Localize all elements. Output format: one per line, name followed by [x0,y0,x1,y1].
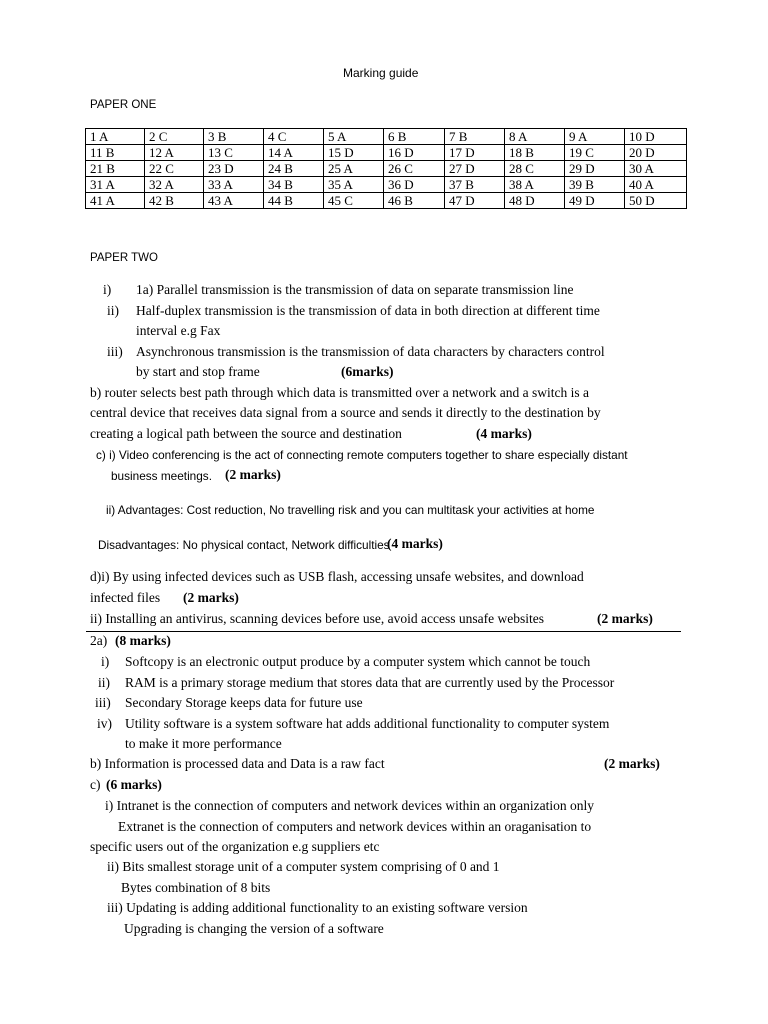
q2c-i-line-1: i) Intranet is the connection of computers and network devices within an organization only [105,798,594,813]
answer-cell: 25 A [324,161,384,177]
q1c-disadvantages-marks: (4 marks) [387,536,443,551]
answer-cell: 40 A [625,177,687,193]
q2a-iv-continued: to make it more performance [125,736,282,751]
q1d-ii-marks: (2 marks) [597,611,653,626]
q1c-i-line-2: business meetings. [111,469,212,483]
answer-cell: 10 D [625,129,687,145]
answer-row [86,161,687,177]
q2a-ii-text: RAM is a primary storage medium that stores data that are currently used by the Processor [125,675,615,690]
answer-cell: 35 A [324,177,384,193]
answer-row [86,177,687,193]
answer-cell: 31 A [86,177,145,193]
answer-cell: 42 B [145,193,204,209]
answer-cell: 3 B [204,129,264,145]
paper-one-heading: PAPER ONE [90,99,157,111]
q1d-i-marks: (2 marks) [183,590,239,605]
answer-cell: 26 C [384,161,445,177]
q1c-i-marks: (2 marks) [225,467,281,482]
q2b-text: b) Information is processed data and Data is a raw fact [90,756,385,771]
answer-cell: 12 A [145,145,204,161]
q2c-label: c) [90,777,101,792]
q1a-ii-number: ii) [107,303,119,318]
q2a-label: 2a) [90,633,108,648]
answer-cell: 39 B [565,177,625,193]
answer-cell: 17 D [445,145,505,161]
answer-cell: 29 D [565,161,625,177]
q1c-disadvantages: Disadvantages: No physical contact, Network difficulties [98,538,390,552]
answer-cell: 7 B [445,129,505,145]
q1d-ii-line: ii) Installing an antivirus, scanning devices before use, avoid access unsafe websites [90,611,544,626]
answer-cell: 21 B [86,161,145,177]
q1a-iii-continued: by start and stop frame [136,364,260,379]
q1a-ii-text: Half-duplex transmission is the transmission of data in both direction at different time [136,303,600,318]
answer-cell: 22 C [145,161,204,177]
answer-cell: 43 A [204,193,264,209]
answer-cell: 41 A [86,193,145,209]
answer-cell: 23 D [204,161,264,177]
answer-row [86,193,687,209]
q2a-iii-text: Secondary Storage keeps data for future use [125,695,363,710]
answer-cell: 37 B [445,177,505,193]
q1b-line-1: b) router selects best path through which data is transmitted over a network and a switch is a [90,385,589,400]
q1d-i-line-2: infected files [90,590,161,605]
answer-cell: 50 D [625,193,687,209]
answer-cell: 32 A [145,177,204,193]
q2c-i-line-2: Extranet is the connection of computers and network devices within an oraganisation to [118,819,592,834]
answer-cell: 49 D [565,193,625,209]
q1a-iii-text: Asynchronous transmission is the transmission of data characters by characters control [136,344,605,359]
q2a-marks: (8 marks) [115,633,171,648]
answer-cell: 9 A [565,129,625,145]
q1c-ii-advantages: ii) Advantages: Cost reduction, No travelling risk and you can multitask your activities at home [106,503,595,517]
answer-cell: 15 D [324,145,384,161]
answer-cell: 1 A [86,129,145,145]
answer-cell: 20 D [625,145,687,161]
q2a-i-text: Softcopy is an electronic output produce by a computer system which cannot be touch [125,654,591,669]
q2c-marks: (6 marks) [106,777,162,792]
answer-cell: 2 C [145,129,204,145]
q2a-iv-text: Utility software is a system software hat adds additional functionality to computer system [125,716,610,731]
answer-cell: 33 A [204,177,264,193]
answer-cell: 8 A [505,129,565,145]
answer-cell: 14 A [264,145,324,161]
answer-key-table [85,128,687,209]
answer-cell: 34 B [264,177,324,193]
q2c-i-line-3: specific users out of the organization e.g suppliers etc [90,839,380,854]
q2a-iv-number: iv) [97,716,112,731]
q2c-ii-line-1: ii) Bits smallest storage unit of a computer system comprising of 0 and 1 [107,859,500,874]
q1a-marks: (6marks) [341,364,394,379]
q1b-line-3: creating a logical path between the source and destination [90,426,402,441]
q1a-iii-number: iii) [107,344,123,359]
answer-cell: 4 C [264,129,324,145]
q1a-i-number: i) [103,282,112,297]
answer-cell: 36 D [384,177,445,193]
answer-cell: 11 B [86,145,145,161]
answer-cell: 19 C [565,145,625,161]
answer-cell: 6 B [384,129,445,145]
q2c-iii-line-1: iii) Updating is adding additional functionality to an existing software version [107,900,528,915]
q2a-i-number: i) [101,654,110,669]
page-title: Marking guide [343,66,419,80]
answer-cell: 30 A [625,161,687,177]
answer-cell: 46 B [384,193,445,209]
answer-cell: 24 B [264,161,324,177]
answer-cell: 28 C [505,161,565,177]
q2a-ii-number: ii) [98,675,110,690]
section-divider [86,631,681,632]
q1b-line-2: central device that receives data signal from a source and sends it directly to the destination by [90,405,601,420]
answer-cell: 18 B [505,145,565,161]
q1c-i-line-1: c) i) Video conferencing is the act of connecting remote computers together to share especially distant [96,448,628,462]
q1d-i-line-1: d)i) By using infected devices such as USB flash, accessing unsafe websites, and download [90,569,584,584]
answer-cell: 44 B [264,193,324,209]
answer-cell: 47 D [445,193,505,209]
q2b-marks: (2 marks) [604,756,660,771]
q1b-marks: (4 marks) [476,426,532,441]
answer-cell: 27 D [445,161,505,177]
answer-key-body [86,129,687,209]
q1a-i-text: 1a) Parallel transmission is the transmission of data on separate transmission line [136,282,574,297]
answer-cell: 13 C [204,145,264,161]
answer-row [86,129,687,145]
answer-cell: 16 D [384,145,445,161]
answer-cell: 5 A [324,129,384,145]
answer-cell: 45 C [324,193,384,209]
q2c-iii-line-2: Upgrading is changing the version of a software [124,921,384,936]
answer-cell: 38 A [505,177,565,193]
q2c-ii-line-2: Bytes combination of 8 bits [121,880,271,895]
paper-two-heading: PAPER TWO [90,252,158,264]
answer-cell: 48 D [505,193,565,209]
answer-row [86,145,687,161]
q1a-ii-continued: interval e.g Fax [136,323,221,338]
q2a-iii-number: iii) [95,695,111,710]
